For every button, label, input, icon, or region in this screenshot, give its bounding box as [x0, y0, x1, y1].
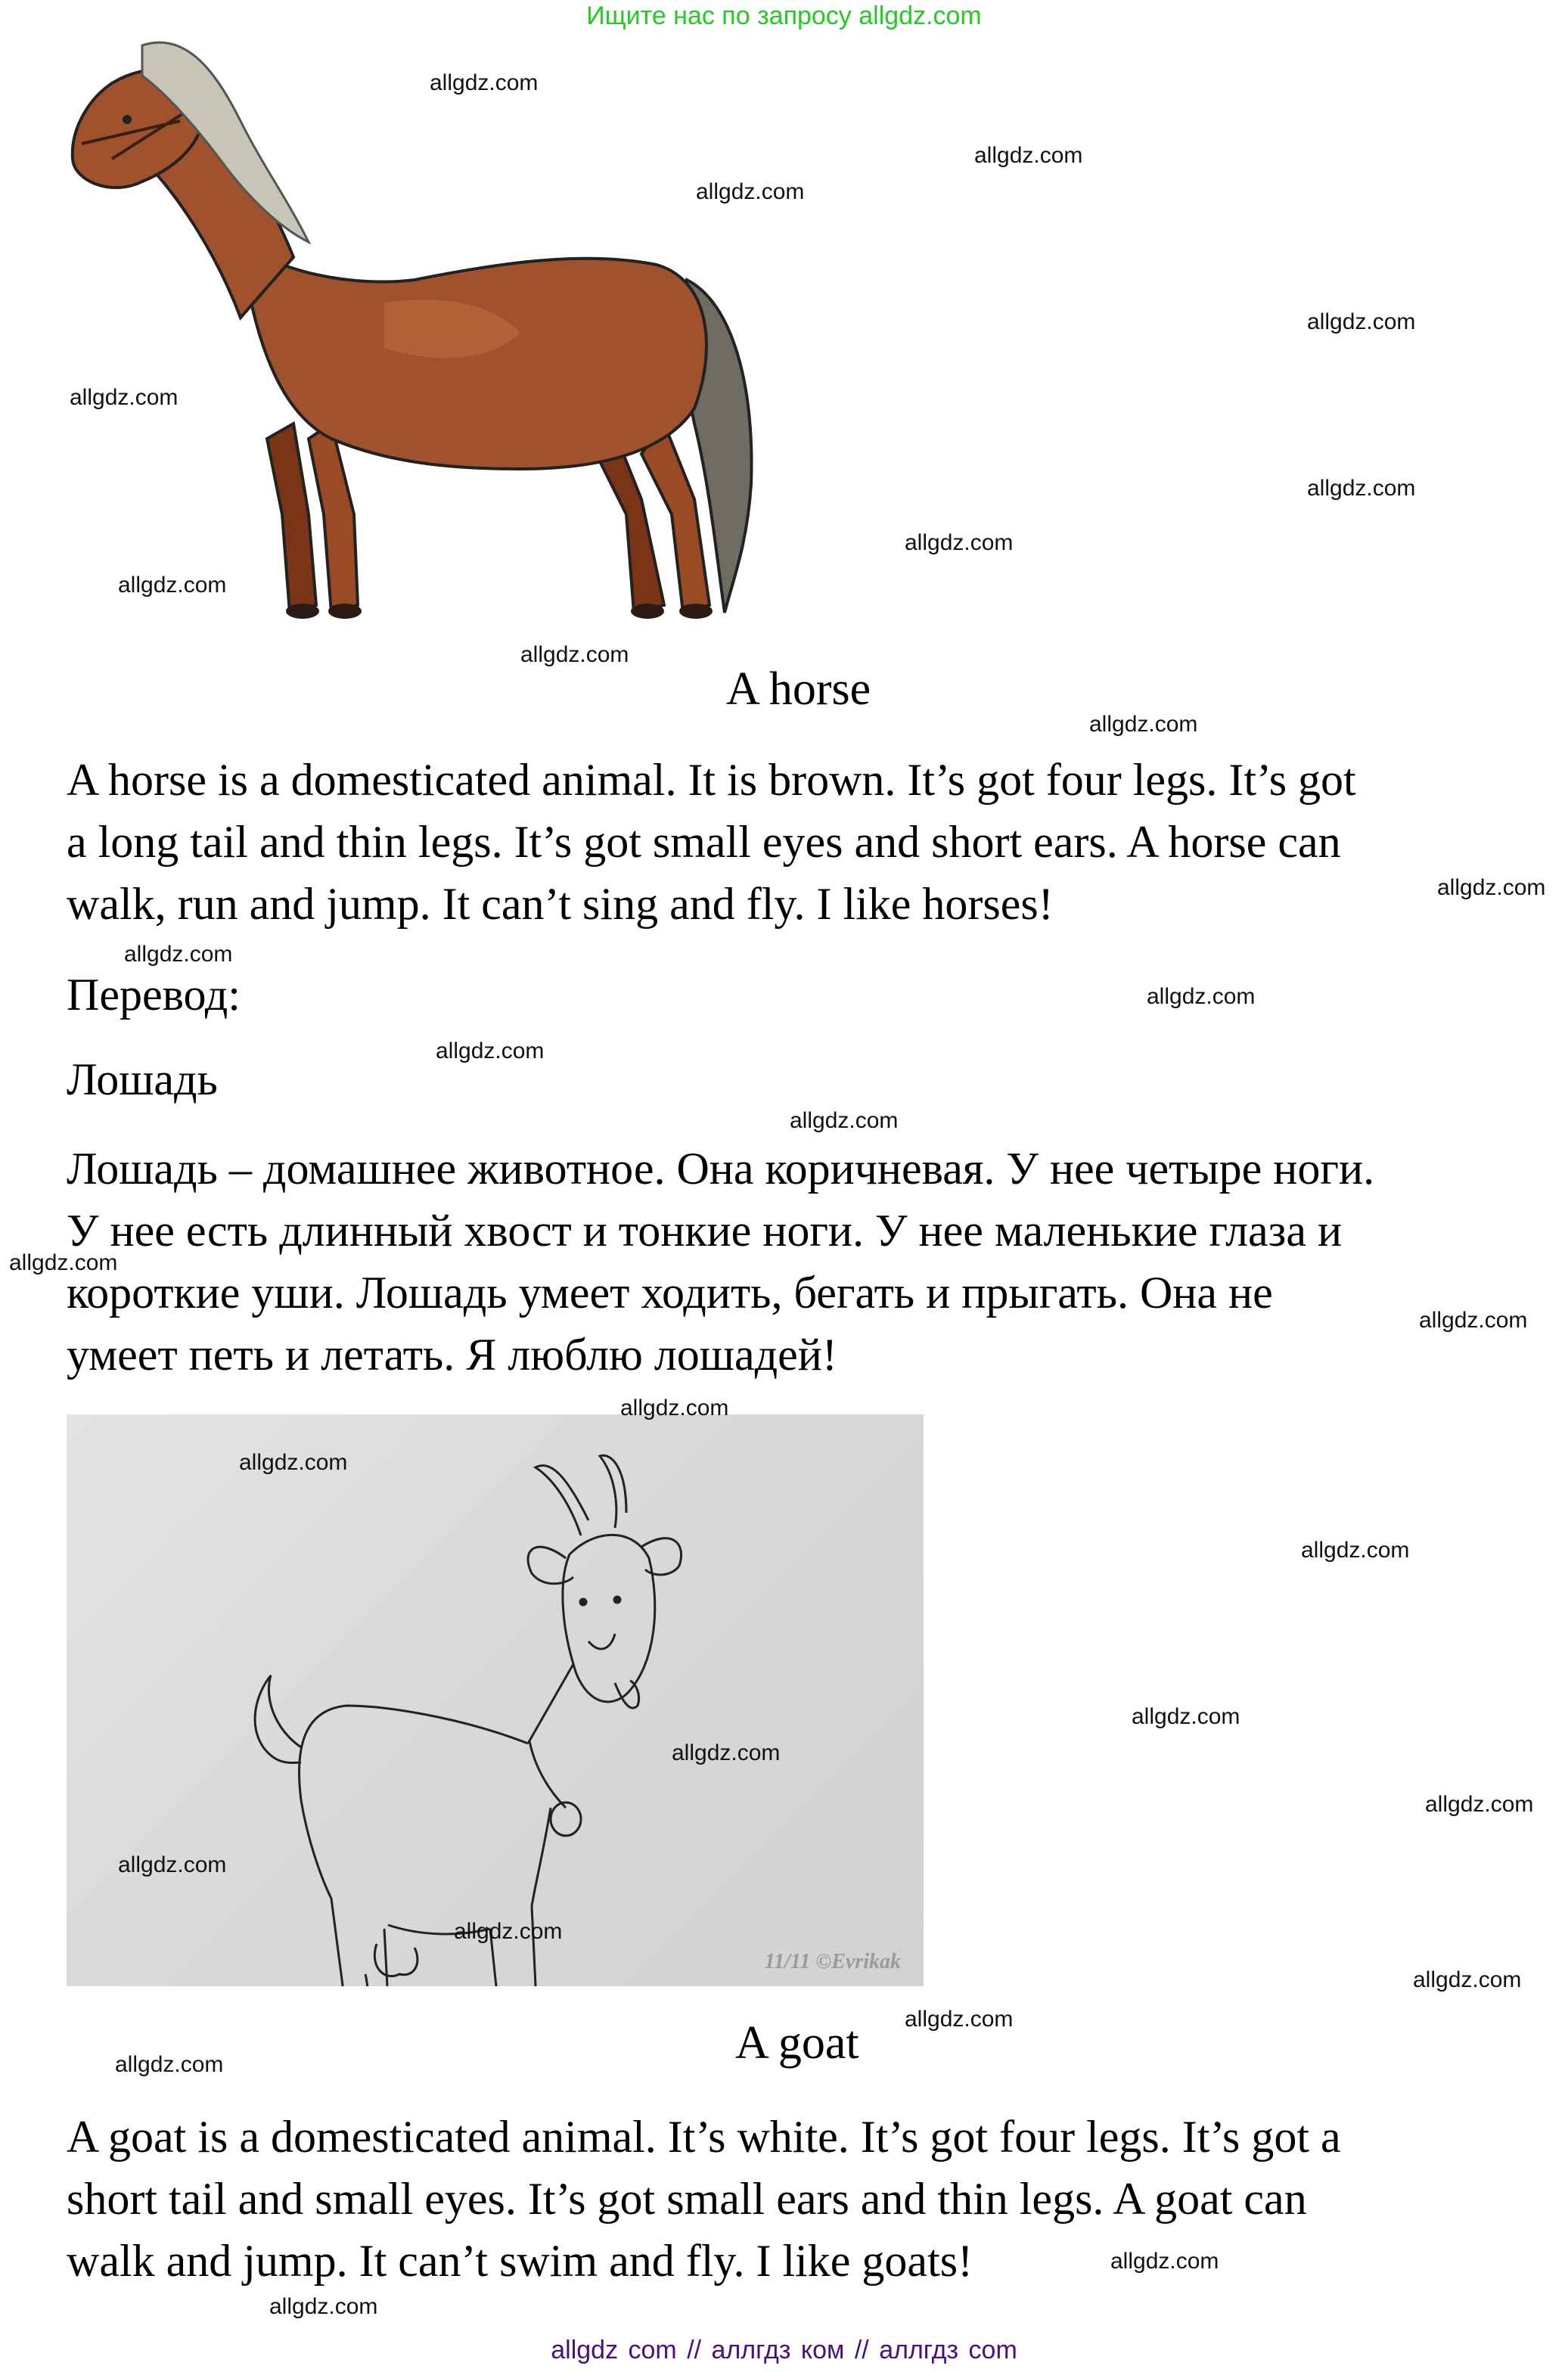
watermark: allgdz.com — [1425, 1792, 1534, 1817]
watermark: allgdz.com — [9, 1250, 118, 1275]
paragraph-line: короткие уши. Лошадь умеет ходить, бегать и прыгать. Она не — [67, 1268, 1273, 1318]
watermark: allgdz.com — [269, 2294, 378, 2319]
translation-label: Перевод: — [67, 970, 241, 1020]
paragraph-line: У нее есть длинный хвост и тонкие ноги. У нее маленькие глаза и — [67, 1206, 1343, 1256]
watermark: allgdz.com — [1301, 1538, 1410, 1563]
watermark: allgdz.com — [905, 2007, 1014, 2032]
watermark: allgdz.com — [454, 1919, 563, 1944]
watermark: allgdz.com — [520, 642, 629, 667]
watermark: allgdz.com — [620, 1396, 729, 1420]
watermark: allgdz.com — [672, 1740, 781, 1765]
watermark: allgdz.com — [790, 1108, 899, 1133]
watermark: allgdz.com — [1413, 1967, 1522, 1992]
translation-title: Лошадь — [67, 1054, 218, 1104]
horse-illustration — [67, 30, 755, 635]
watermark: allgdz.com — [115, 2052, 224, 2077]
goat-image — [67, 1414, 924, 1986]
watermark: allgdz.com — [124, 942, 233, 967]
paragraph-line: walk, run and jump. It can’t sing and fly. I like horses! — [67, 879, 1054, 929]
watermark: allgdz.com — [974, 143, 1083, 168]
watermark: allgdz.com — [1307, 309, 1416, 334]
watermark: allgdz.com — [118, 573, 227, 598]
paragraph-line: a long tail and thin legs. It’s got small eyes and short ears. A horse can — [67, 817, 1341, 867]
watermark: allgdz.com — [1147, 984, 1256, 1009]
paragraph-line: short tail and small eyes. It’s got small ears and thin legs. A goat can — [67, 2174, 1307, 2224]
goat-image-credit: 11/11 ©Evrikak — [764, 1950, 901, 1973]
watermark: allgdz.com — [70, 385, 179, 410]
watermark: allgdz.com — [1132, 1704, 1240, 1729]
goat-drawing — [67, 1414, 924, 1986]
watermark: allgdz.com — [1419, 1308, 1528, 1333]
search-banner: Ищите нас по запросу allgdz.com — [586, 2, 982, 30]
watermark: allgdz.com — [430, 70, 539, 95]
watermark: allgdz.com — [239, 1450, 348, 1475]
watermark: allgdz.com — [696, 179, 805, 204]
goat-caption: A goat — [735, 2017, 859, 2069]
horse-paragraph — [67, 749, 1356, 935]
watermark: allgdz.com — [905, 530, 1014, 555]
paragraph-line: Лошадь – домашнее животное. Она коричневая. У нее четыре ноги. — [67, 1144, 1375, 1194]
paragraph-line: умеет петь и летать. Я люблю лошадей! — [67, 1330, 837, 1380]
paragraph-line: A goat is a domesticated animal. It’s white. It’s got four legs. It’s got a — [67, 2112, 1341, 2162]
footer-links: allgdz com // аллгдз ком // аллгдз com — [551, 2336, 1017, 2364]
translation-paragraph — [67, 1138, 1374, 1386]
horse-caption: A horse — [726, 663, 871, 715]
watermark: allgdz.com — [1089, 712, 1198, 737]
watermark: allgdz.com — [1110, 2249, 1219, 2274]
watermark: allgdz.com — [118, 1852, 227, 1877]
watermark: allgdz.com — [1307, 476, 1416, 501]
paragraph-line: walk and jump. It can’t swim and fly. I like goats! — [67, 2236, 973, 2286]
paragraph-line: A horse is a domesticated animal. It is brown. It’s got four legs. It’s got — [67, 755, 1356, 805]
watermark: allgdz.com — [436, 1039, 545, 1063]
watermark: allgdz.com — [1437, 875, 1546, 900]
